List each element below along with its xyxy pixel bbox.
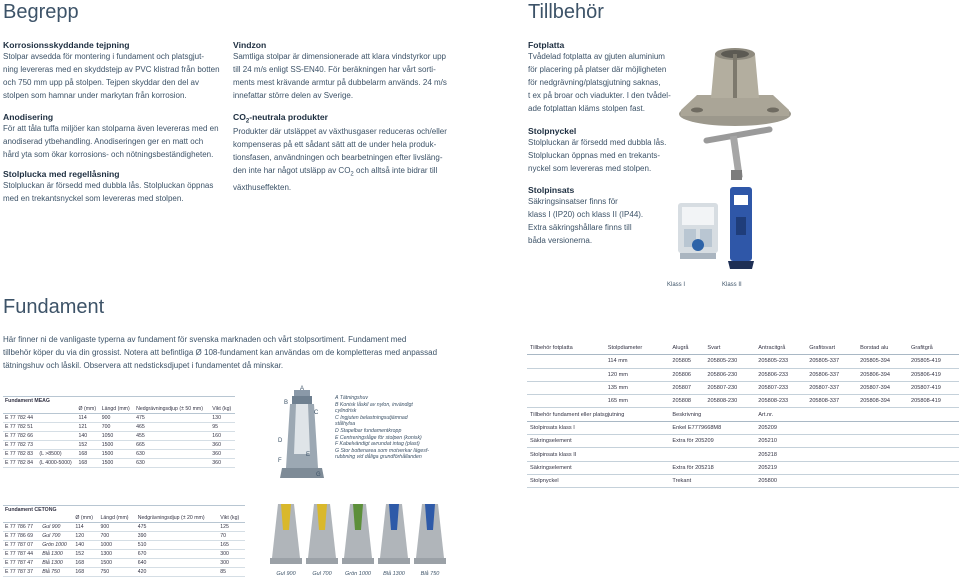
table-cell: E 77 782 84	[3, 459, 37, 468]
table-cell: 85	[218, 568, 245, 577]
table-cell: 1300	[99, 550, 136, 559]
text-line: nyckel som levereras med stolpen.	[528, 164, 652, 173]
text-line: stolpen som hamnar under markytan från korrosion.	[3, 91, 187, 100]
accessory-table	[527, 342, 959, 488]
table-cell: Extra för 205209	[669, 435, 755, 448]
table-header: Nedgrävningsdjup (± 50 mm)	[134, 405, 210, 414]
table-cell: 205806	[669, 368, 704, 381]
table-cell: 360	[210, 441, 235, 450]
table-cell: Blå 750	[40, 568, 73, 577]
table-cell: 205808-230	[704, 395, 755, 408]
text-line: för placering på platser där möjligheten	[528, 65, 667, 74]
table-cell: 205806-419	[908, 368, 959, 381]
table-cell: 205807-419	[908, 381, 959, 394]
table-cell: 168	[77, 459, 100, 468]
text-line: med en trekantsnyckel som levereras med stolpen.	[3, 194, 184, 203]
table-cell: 205807-230	[704, 381, 755, 394]
table-cell: 475	[134, 414, 210, 423]
section-heading-co2	[233, 112, 473, 125]
legend-line: F Kabelvändigt avrundat intag (plast)	[335, 441, 420, 448]
diagram-letter: G	[316, 472, 321, 478]
table-cell: 205805-394	[857, 355, 908, 368]
text-line: innefattar större delen av Sverige.	[233, 91, 354, 100]
legend-line: D Stapelbar fundamentkropp	[335, 427, 402, 434]
cetong-fundament-image	[412, 500, 448, 566]
cetong-item	[376, 500, 412, 577]
table-cell: 205800	[755, 474, 959, 487]
table-cell: 640	[136, 559, 219, 568]
legend-line: A Tätningshuv	[335, 395, 368, 401]
table-cell: 205805	[669, 355, 704, 368]
table-cell: 114 mm	[605, 355, 670, 368]
text-line: Extra säkringshållare finns till	[528, 223, 632, 232]
table-cell: 1050	[100, 432, 134, 441]
table-header: Stolpdiameter	[605, 342, 670, 355]
table-cell	[37, 432, 76, 441]
table-cell: 1500	[99, 559, 136, 568]
table-header: Grafitsvart	[806, 342, 857, 355]
table-header: Beskrivning	[669, 408, 755, 421]
table-cell: Enkel E7779668M8	[669, 421, 755, 434]
diagram-letter: A	[300, 386, 305, 392]
table-cell: 205805-233	[755, 355, 806, 368]
table-cell: 140	[73, 541, 98, 550]
table-cell: 630	[134, 459, 210, 468]
table-cell: 205806-337	[806, 368, 857, 381]
table-cell: 205808	[669, 395, 704, 408]
table-cell: (L >8500)	[37, 450, 76, 459]
table-header	[37, 405, 76, 414]
table-cell: 70	[218, 532, 245, 541]
table-header: Tillbehör fundament eller platsgjutning	[527, 408, 669, 421]
text-line: ments mest krävande armtur på dubbelarm används. 24 m/s	[233, 78, 447, 87]
text-part: och alltså inte bidrar till	[353, 165, 438, 175]
text-line: Stolpluckan öppnas med en trekants-	[528, 151, 661, 160]
cetong-label: Grön 1000	[345, 571, 371, 577]
table-cell: 114	[77, 414, 100, 423]
cetong-label: Blå 750	[420, 571, 440, 577]
text-line: Här finner ni de vanligaste typerna av fundament för svenska marknaden och vårt stolpsortiment. Fundament med	[3, 335, 407, 344]
klass-label: Klass I	[667, 282, 686, 288]
table-header: Nedgrävningsdjup (± 20 mm)	[136, 514, 219, 523]
table-header	[3, 405, 37, 414]
cetong-fundament-image	[268, 500, 304, 566]
table-cell: Trekant	[669, 474, 755, 487]
diagram-letter: D	[278, 438, 283, 444]
table-cell: 95	[210, 423, 235, 432]
table-cell: 152	[73, 550, 98, 559]
text-line: tionsfasen, användningen och bearbetningen efter livsläng-	[233, 152, 443, 162]
diagram-letter: E	[306, 452, 311, 458]
table-label: Fundament CETONG	[3, 506, 245, 515]
table-cell: 205805-419	[908, 355, 959, 368]
table-cell: 205209	[755, 421, 959, 434]
table-cell	[527, 395, 605, 408]
legend-line: rubbning vid dåliga grundförhållanden	[335, 454, 422, 461]
diagram-legend	[335, 395, 485, 461]
legend-line: C Ingjuten belastningsutjämnad	[335, 414, 408, 421]
table-cell	[527, 368, 605, 381]
table-cell: 900	[100, 414, 134, 423]
table-cell: 205808-337	[806, 395, 857, 408]
text-line: ning levereras med en skyddstejp av PVC klistrad från botten	[3, 65, 220, 74]
section-heading: Korrosionsskyddande tejpning	[3, 40, 130, 50]
table-header: Grafitgrå	[908, 342, 959, 355]
text-line: Stolpar avsedda för montering i fundament och platsgjut-	[3, 52, 205, 61]
table-cell: Stolpinsats klass II	[527, 448, 669, 461]
table-cell: 455	[134, 432, 210, 441]
table-header	[40, 514, 73, 523]
co2-subscript: 2	[245, 118, 250, 125]
text-line: växthuseffekten.	[233, 183, 292, 193]
table-header	[3, 514, 40, 523]
text-line: båda versionerna.	[528, 236, 593, 245]
table-cell: 510	[136, 541, 219, 550]
table-cell: 205805-230	[704, 355, 755, 368]
text-line: kompenseras på ett sådant sätt att de under hela produk-	[233, 139, 437, 149]
text-line: för nedgrävning/platsgjutning saknas,	[528, 78, 661, 87]
stolpnyckel-image	[695, 118, 785, 183]
table-cell: E 77 787 47	[3, 559, 40, 568]
table-cell: E 77 782 44	[3, 414, 37, 423]
table-cell: 205805-337	[806, 355, 857, 368]
table-cell: 121	[77, 423, 100, 432]
text-line: Tvådelad fotplatta av gjuten aluminium	[528, 52, 665, 61]
table-cell	[527, 381, 605, 394]
page-title-begrepp: Begrepp	[3, 1, 79, 23]
table-cell: 152	[77, 441, 100, 450]
text-line: Stolpluckan är försedd med dubbla lås.	[528, 138, 667, 147]
text-line: Stolpluckan är försedd med dubbla lås. Stolpluckan öppnas	[3, 181, 214, 190]
cetong-item	[304, 500, 340, 577]
text-line: tillbehör köper du via din grossist. Notera att befintliga Ø 108-fundament kan användas om de kompletteras med anpassad	[3, 348, 438, 357]
table-cell: Blå 1300	[40, 550, 73, 559]
table-cell: Stolpnyckel	[527, 474, 669, 487]
table-cell: 465	[134, 423, 210, 432]
table-cell: 168	[73, 559, 98, 568]
table-cell: 475	[136, 523, 219, 532]
section-heading: Stolpnyckel	[528, 126, 577, 136]
table-header: Längd (mm)	[99, 514, 136, 523]
table-header: Antracitgrå	[755, 342, 806, 355]
text-line: hård yta som ökar korrosions- och nötningsbeständigheten.	[3, 150, 214, 159]
table-cell: 670	[136, 550, 219, 559]
cetong-label: Gul 900	[276, 571, 296, 577]
table-cell: 205808-419	[908, 395, 959, 408]
legend-line: stålhylsa	[335, 421, 356, 428]
column-tillbehor	[528, 40, 688, 247]
table-cell: 205808-233	[755, 395, 806, 408]
stolpinsats-klass2-image	[716, 183, 766, 273]
fotplatta-image	[675, 40, 795, 130]
table-cell: E 77 786 69	[3, 532, 40, 541]
table-cell: 205806-233	[755, 368, 806, 381]
legend-line: E Centreringslåge för stolpen (konisk)	[335, 434, 422, 441]
co2-heading-rest: -neutrala produkter	[249, 112, 329, 122]
fundament-diagram	[276, 384, 332, 482]
table-cell: 700	[99, 532, 136, 541]
co2-text: CO	[233, 112, 246, 122]
text-line: anodiserad ytbehandling. Anodiseringen ger en matt och	[3, 137, 204, 146]
table-cell: Gul 700	[40, 532, 73, 541]
table-cell	[37, 414, 76, 423]
table-cell: 120 mm	[605, 368, 670, 381]
legend-line: G Stor bottenarea som motverkar lägesf-	[335, 447, 429, 454]
table-cell: 168	[77, 450, 100, 459]
klass-label: Klass II	[722, 282, 742, 288]
table-cell: 360	[210, 450, 235, 459]
table-header: Alugrå	[669, 342, 704, 355]
table-cell: 205807-394	[857, 381, 908, 394]
table-cell	[527, 355, 605, 368]
table-cell: 160	[210, 432, 235, 441]
table-cell: E 77 787 37	[3, 568, 40, 577]
table-header: Vikt (kg)	[210, 405, 235, 414]
table-cell: 205806-394	[857, 368, 908, 381]
table-cell: 140	[77, 432, 100, 441]
cetong-fundament-image	[376, 500, 412, 566]
table-cell: E 77 782 51	[3, 423, 37, 432]
table-cell: E 77 782 83	[3, 450, 37, 459]
table-cell: 300	[218, 550, 245, 559]
table-cell: 120	[73, 532, 98, 541]
table-cell: 125	[218, 523, 245, 532]
table-cell: 135 mm	[605, 381, 670, 394]
cetong-images	[268, 500, 453, 578]
legend-line: cylindrisk	[335, 408, 357, 415]
table-header: Vikt (kg)	[218, 514, 245, 523]
cetong-fundament-image	[340, 500, 376, 566]
table-cell: 205807-337	[806, 381, 857, 394]
diagram-letter: C	[314, 410, 319, 416]
table-cell: Säkringselement	[527, 461, 669, 474]
cetong-table	[3, 505, 245, 577]
table-cell: 205807-233	[755, 381, 806, 394]
cetong-fundament-image	[304, 500, 340, 566]
text-line: och 750 mm upp på stolpen. Tejpen skyddar den del av	[3, 78, 199, 87]
text-line: t ex på broar och viadukter. I den tvådel-	[528, 91, 671, 100]
table-cell: E 77 782 73	[3, 441, 37, 450]
section-heading: Fotplatta	[528, 40, 565, 50]
table-cell: 1500	[100, 441, 134, 450]
table-header: Ø (mm)	[73, 514, 98, 523]
table-cell: 630	[134, 450, 210, 459]
cetong-label: Gul 700	[312, 571, 332, 577]
table-cell: E 77 787 44	[3, 550, 40, 559]
table-cell: 1500	[100, 450, 134, 459]
text-line: ade fotplattan kläms stolpen fast.	[528, 104, 645, 113]
table-cell: 130	[210, 414, 235, 423]
diagram-letter: F	[278, 458, 282, 464]
table-cell: 900	[99, 523, 136, 532]
text-line: till 24 m/s enligt SS-EN40. För beräkningen har vårt sorti-	[233, 65, 436, 74]
table-header: Längd (mm)	[100, 405, 134, 414]
table-cell: 700	[100, 423, 134, 432]
cetong-item	[268, 500, 304, 577]
table-cell: Extra för 205218	[669, 461, 755, 474]
table-header: Tillbehör fotplatta	[527, 342, 605, 355]
fundament-title: Fundament	[3, 296, 105, 318]
table-header: Svart	[704, 342, 755, 355]
table-header: Ø (mm)	[77, 405, 100, 414]
table-cell: E 77 786 77	[3, 523, 40, 532]
text-line: klass I (IP20) och klass II (IP44).	[528, 210, 644, 219]
text-part: den inte har något utsläpp av CO	[233, 165, 351, 175]
table-header: Borstad alu	[857, 342, 908, 355]
text-line: Produkter där utsläppet av växthusgaser reduceras och/eller	[233, 126, 447, 136]
table-cell: 168	[73, 568, 98, 577]
table-label: Fundament MEAG	[3, 397, 235, 406]
legend-line: B Konisk låskil av nylon, invändigt	[335, 401, 413, 408]
text-line	[233, 164, 473, 182]
table-cell: 665	[134, 441, 210, 450]
table-cell: 390	[136, 532, 219, 541]
table-cell: 165 mm	[605, 395, 670, 408]
text-line: Samtliga stolpar är dimensionerade att klara vindstyrkor upp	[233, 52, 446, 61]
table-cell: Gul 900	[40, 523, 73, 532]
table-cell: Blå 1300	[40, 559, 73, 568]
meag-table	[3, 396, 235, 468]
table-cell: E 77 782 66	[3, 432, 37, 441]
table-cell: E 77 787 07	[3, 541, 40, 550]
cetong-label: Blå 1300	[383, 571, 405, 577]
table-cell: (L 4000-5000)	[37, 459, 76, 468]
table-cell: 205806-230	[704, 368, 755, 381]
text-line: tätningshuv och låskil. Observera att nedsticksdjupet i fundamentet då minskar.	[3, 361, 284, 370]
section-heading: Vindzon	[233, 40, 267, 50]
table-cell	[37, 441, 76, 450]
column-begrepp	[3, 40, 228, 205]
table-cell	[669, 448, 755, 461]
table-cell: 205808-394	[857, 395, 908, 408]
section-heading: Stolplucka med regellåsning	[3, 169, 120, 179]
column-vindzon	[233, 40, 473, 194]
table-cell: 750	[99, 568, 136, 577]
fundament-intro	[3, 333, 473, 372]
table-cell: 205218	[755, 448, 959, 461]
table-cell: 165	[218, 541, 245, 550]
table-cell: 300	[218, 559, 245, 568]
section-heading: Stolpinsats	[528, 185, 575, 195]
table-cell: 420	[136, 568, 219, 577]
table-cell	[37, 423, 76, 432]
text-line: För att tåla tuffa miljöer kan stolparna även levereras med en	[3, 124, 219, 133]
cetong-item	[412, 500, 448, 577]
co2-subscript: 2	[350, 171, 354, 178]
table-cell: 360	[210, 459, 235, 468]
section-heading: Anodisering	[3, 112, 54, 122]
text-line: Säkringsinsatser finns för	[528, 197, 618, 206]
table-cell: 1500	[100, 459, 134, 468]
table-cell: Grön 1000	[40, 541, 73, 550]
diagram-letter: B	[284, 400, 289, 406]
table-cell: 205210	[755, 435, 959, 448]
page-title-tillbehor: Tillbehör	[528, 1, 604, 23]
table-cell: 114	[73, 523, 98, 532]
table-cell: 205219	[755, 461, 959, 474]
table-cell: Stolpinsats klass I	[527, 421, 669, 434]
cetong-item	[340, 500, 376, 577]
table-cell: Säkringselement	[527, 435, 669, 448]
table-cell: 1000	[99, 541, 136, 550]
table-cell: 205807	[669, 381, 704, 394]
table-header: Art.nr.	[755, 408, 959, 421]
